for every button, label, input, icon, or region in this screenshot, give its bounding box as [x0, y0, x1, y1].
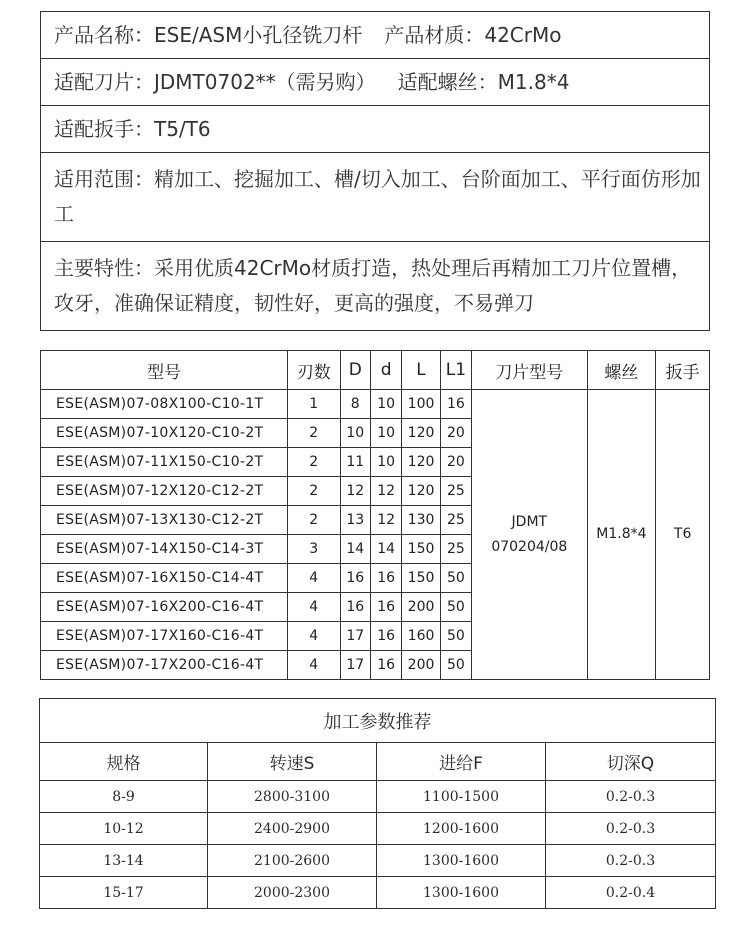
D-cell: 14	[340, 535, 370, 564]
flutes-cell: 2	[287, 419, 340, 448]
model-cell: ESE(ASM)07-16X200-C16-4T	[41, 593, 288, 622]
params-table	[39, 698, 716, 909]
L-cell: 150	[402, 535, 440, 564]
L-cell: 160	[402, 622, 440, 651]
d-cell: 10	[370, 419, 401, 448]
L-cell: 130	[402, 506, 440, 535]
model-cell: ESE(ASM)07-16X150-C14-4T	[41, 564, 288, 593]
flutes-cell: 2	[287, 506, 340, 535]
L1-cell: 20	[440, 448, 471, 477]
material-label: 产品材质：	[384, 22, 485, 47]
model-cell: ESE(ASM)07-17X200-C16-4T	[41, 651, 288, 680]
D-cell: 12	[340, 477, 370, 506]
scope-value: 精加工、挖掘加工、槽/切入加工、台阶面加工、平行面仿形加工	[54, 167, 701, 226]
flutes-cell: 2	[287, 477, 340, 506]
L1-cell: 50	[440, 564, 471, 593]
info-row-name	[41, 12, 710, 59]
header-size: 规格	[40, 743, 208, 781]
model-cell: ESE(ASM)07-17X160-C16-4T	[41, 622, 288, 651]
D-cell: 16	[340, 564, 370, 593]
header-feed: 进给F	[377, 743, 546, 781]
d-cell: 16	[370, 564, 401, 593]
speed-cell: 2100-2600	[208, 845, 377, 877]
screw-cell: M1.8*4	[587, 390, 656, 680]
header-depth: 切深Q	[546, 743, 716, 781]
size-cell: 13-14	[40, 845, 208, 877]
d-cell: 14	[370, 535, 401, 564]
insert-label: 适配刀片：	[54, 69, 154, 94]
header-L: L	[402, 351, 440, 390]
d-cell: 12	[370, 506, 401, 535]
speed-cell: 2800-3100	[208, 781, 377, 813]
L-cell: 100	[402, 390, 440, 419]
header-speed: 转速S	[208, 743, 377, 781]
flutes-cell: 1	[287, 390, 340, 419]
info-row-insert	[41, 59, 710, 106]
table-row	[40, 813, 716, 845]
table-row	[40, 877, 716, 909]
info-cell	[41, 12, 710, 59]
L1-cell: 25	[440, 535, 471, 564]
flutes-cell: 4	[287, 651, 340, 680]
model-cell: ESE(ASM)07-08X100-C10-1T	[41, 390, 288, 419]
D-cell: 17	[340, 651, 370, 680]
d-cell: 16	[370, 622, 401, 651]
feature-value: 采用优质42CrMo材质打造，热处理后再精加工刀片位置槽，攻牙，准确保证精度，韧性好，更高的强度，不易弹刀	[54, 256, 692, 315]
size-cell: 8-9	[40, 781, 208, 813]
screw-value: M1.8*4	[497, 69, 570, 94]
header-D: D	[340, 351, 370, 390]
L-cell: 200	[402, 593, 440, 622]
header-wrench: 扳手	[656, 351, 710, 390]
name-label: 产品名称：	[54, 22, 154, 47]
L-cell: 200	[402, 651, 440, 680]
insert-model-line1: JDMT	[511, 513, 548, 530]
table-row	[40, 845, 716, 877]
insert-value: JDMT0702**（需另购）	[154, 69, 376, 94]
feed-cell: 1200-1600	[377, 813, 546, 845]
scope-label: 适用范围：	[54, 167, 154, 191]
info-row-wrench	[41, 106, 710, 153]
L-cell: 120	[402, 477, 440, 506]
flutes-cell: 4	[287, 564, 340, 593]
feed-cell: 1300-1600	[377, 877, 546, 909]
params-header-row	[40, 743, 716, 781]
L-cell: 120	[402, 448, 440, 477]
L1-cell: 50	[440, 593, 471, 622]
speed-cell: 2000-2300	[208, 877, 377, 909]
depth-cell: 0.2-0.3	[546, 813, 716, 845]
d-cell: 12	[370, 477, 401, 506]
info-cell	[41, 153, 710, 242]
model-cell: ESE(ASM)07-13X130-C12-2T	[41, 506, 288, 535]
info-row-feature	[41, 242, 710, 331]
feed-cell: 1100-1500	[377, 781, 546, 813]
table-row	[41, 390, 710, 419]
params-title-row	[40, 699, 716, 743]
insert-model-line2: 070204/08	[491, 538, 568, 555]
name-value: ESE/ASM小孔径铣刀杆	[154, 22, 363, 47]
info-cell	[41, 242, 710, 331]
spec-table	[40, 350, 710, 680]
feature-label: 主要特性：	[54, 256, 154, 280]
header-screw: 螺丝	[587, 351, 656, 390]
size-cell: 10-12	[40, 813, 208, 845]
D-cell: 17	[340, 622, 370, 651]
info-cell	[41, 59, 710, 106]
D-cell: 11	[340, 448, 370, 477]
feed-cell: 1300-1600	[377, 845, 546, 877]
L1-cell: 50	[440, 622, 471, 651]
D-cell: 8	[340, 390, 370, 419]
speed-cell: 2400-2900	[208, 813, 377, 845]
info-cell	[41, 106, 710, 153]
material-value: 42CrMo	[484, 22, 562, 47]
L1-cell: 20	[440, 419, 471, 448]
product-info-table	[40, 11, 710, 331]
header-flutes: 刃数	[287, 351, 340, 390]
model-cell: ESE(ASM)07-12X120-C12-2T	[41, 477, 288, 506]
header-d: d	[370, 351, 401, 390]
D-cell: 10	[340, 419, 370, 448]
L1-cell: 25	[440, 477, 471, 506]
D-cell: 16	[340, 593, 370, 622]
D-cell: 13	[340, 506, 370, 535]
L1-cell: 16	[440, 390, 471, 419]
L-cell: 150	[402, 564, 440, 593]
flutes-cell: 2	[287, 448, 340, 477]
d-cell: 10	[370, 448, 401, 477]
model-cell: ESE(ASM)07-14X150-C14-3T	[41, 535, 288, 564]
params-title: 加工参数推荐	[40, 699, 716, 743]
insert-model-cell	[472, 390, 587, 680]
depth-cell: 0.2-0.3	[546, 845, 716, 877]
size-cell: 15-17	[40, 877, 208, 909]
flutes-cell: 4	[287, 622, 340, 651]
model-cell: ESE(ASM)07-10X120-C10-2T	[41, 419, 288, 448]
header-insert: 刀片型号	[472, 351, 587, 390]
model-cell: ESE(ASM)07-11X150-C10-2T	[41, 448, 288, 477]
depth-cell: 0.2-0.3	[546, 781, 716, 813]
d-cell: 16	[370, 593, 401, 622]
wrench-cell: T6	[656, 390, 710, 680]
L1-cell: 50	[440, 651, 471, 680]
info-row-scope	[41, 153, 710, 242]
L-cell: 120	[402, 419, 440, 448]
table-row	[40, 781, 716, 813]
d-cell: 10	[370, 390, 401, 419]
header-model: 型号	[41, 351, 288, 390]
flutes-cell: 4	[287, 593, 340, 622]
header-L1: L1	[440, 351, 471, 390]
flutes-cell: 3	[287, 535, 340, 564]
spec-header-row	[41, 351, 710, 390]
wrench-value: T5/T6	[154, 116, 211, 141]
screw-label: 适配螺丝：	[397, 69, 498, 94]
depth-cell: 0.2-0.4	[546, 877, 716, 909]
wrench-label: 适配扳手：	[54, 116, 154, 141]
d-cell: 16	[370, 651, 401, 680]
L1-cell: 25	[440, 506, 471, 535]
